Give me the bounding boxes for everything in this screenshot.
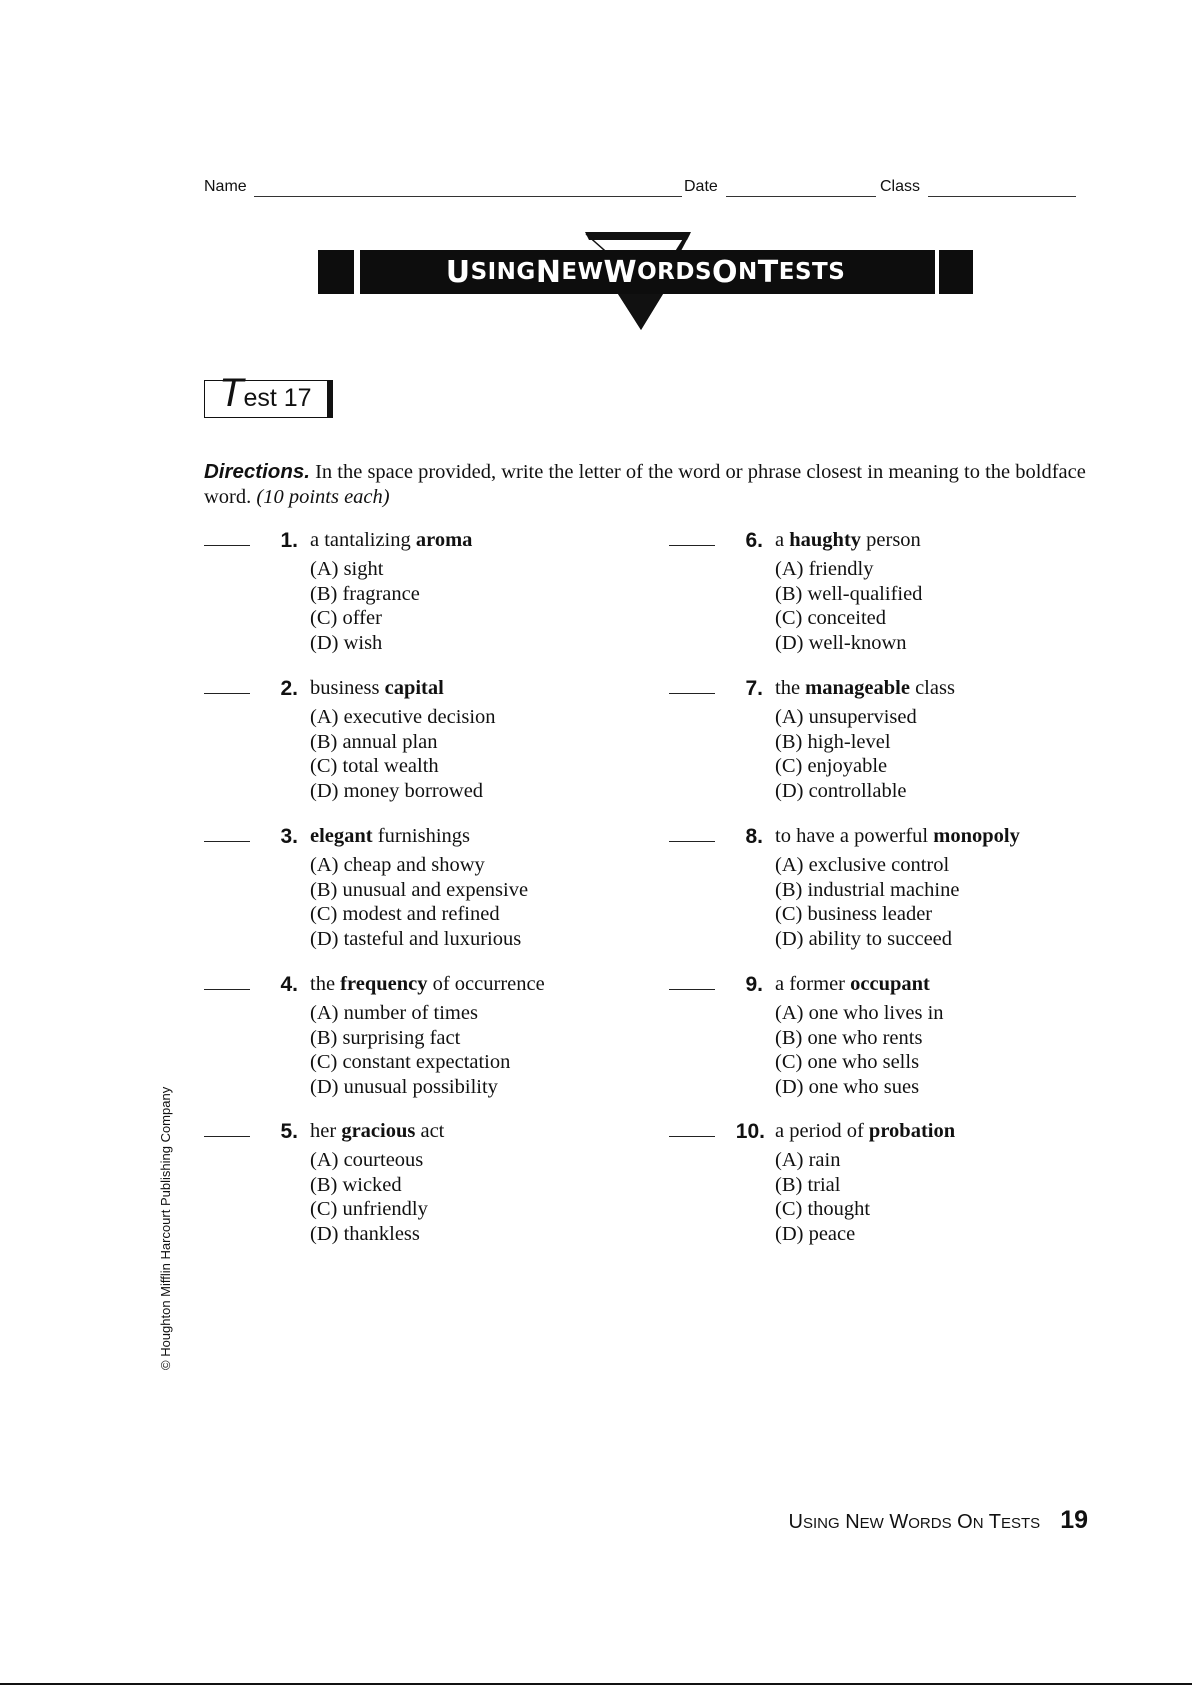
page-number: 19 — [1060, 1506, 1088, 1534]
copyright-notice: © Houghton Mifflin Harcourt Publishing Company — [158, 1086, 173, 1370]
stem-text: act — [415, 1120, 445, 1142]
answer-choice: (B) well-qualified — [775, 582, 923, 605]
name-field[interactable] — [254, 196, 682, 197]
boldface-word: aroma — [415, 529, 473, 551]
question-number: 5. — [280, 1120, 298, 1143]
directions-label: Directions. — [204, 460, 310, 483]
name-label: Name — [204, 178, 247, 195]
answer-choices — [775, 1148, 870, 1246]
answer-blank[interactable] — [669, 693, 715, 694]
question-number: 3. — [280, 825, 298, 848]
boldface-word: manageable — [805, 677, 910, 699]
date-label: Date — [684, 178, 718, 195]
answer-blank[interactable] — [669, 1136, 715, 1137]
answer-choice: (A) cheap and showy — [310, 854, 485, 876]
stem-text: a former — [775, 973, 851, 995]
question-stem — [310, 677, 444, 700]
answer-blank[interactable] — [669, 989, 715, 990]
question-stem — [775, 677, 955, 700]
boldface-word: occupant — [850, 973, 930, 995]
answer-choices — [310, 557, 420, 655]
answer-choices — [310, 1001, 510, 1099]
question-number: 1. — [280, 529, 298, 552]
stem-text: her — [310, 1120, 342, 1142]
stem-text: a period of — [775, 1120, 869, 1142]
answer-choice: (B) one who rents — [775, 1026, 923, 1049]
boldface-word: probation — [868, 1120, 956, 1142]
stem-text: the — [775, 677, 806, 699]
footer-title: USING NEW WORDS ON TESTS — [788, 1511, 1041, 1533]
answer-choice: (D) wish — [310, 631, 383, 654]
question-number: 2. — [280, 677, 298, 700]
boldface-word: monopoly — [933, 825, 1020, 847]
answer-blank[interactable] — [204, 841, 250, 842]
answer-choices — [775, 705, 917, 803]
answer-choice: (D) peace — [775, 1222, 856, 1245]
question-number: 8. — [745, 825, 763, 848]
answer-choices — [775, 1001, 944, 1099]
question-number: 9. — [745, 973, 763, 996]
directions — [204, 459, 1094, 510]
class-label: Class — [880, 178, 921, 195]
answer-choice: (A) sight — [310, 558, 384, 580]
stem-text: furnishings — [372, 825, 470, 847]
answer-blank[interactable] — [204, 693, 250, 694]
question-stem — [775, 529, 921, 552]
answer-choices — [310, 853, 528, 951]
stem-text: the — [310, 973, 341, 995]
answer-choice: (D) ability to succeed — [775, 927, 953, 950]
answer-choice: (D) one who sues — [775, 1075, 920, 1098]
banner-title: U SING N EW W ORDS O N T ESTS — [445, 254, 846, 290]
page-footer — [788, 1506, 1088, 1535]
answer-choice: (B) industrial machine — [775, 878, 960, 901]
answer-choice: (B) wicked — [310, 1173, 402, 1196]
answer-choice: (B) unusual and expensive — [310, 878, 529, 901]
answer-choice: (D) well-known — [775, 631, 907, 654]
answer-choice: (A) rain — [775, 1149, 841, 1171]
answer-choice: (B) trial — [775, 1173, 841, 1196]
answer-choice: (B) annual plan — [310, 730, 438, 753]
answer-choice: (C) business leader — [775, 903, 933, 925]
answer-choice: (A) exclusive control — [775, 854, 950, 876]
question-stem — [775, 825, 1020, 848]
stem-text: a — [775, 529, 790, 551]
answer-blank[interactable] — [669, 841, 715, 842]
answer-choice: (D) tasteful and luxurious — [310, 927, 522, 950]
answer-choice: (C) offer — [310, 607, 382, 629]
date-field[interactable] — [726, 196, 876, 197]
boldface-word: haughty — [789, 529, 862, 551]
test-number-box — [204, 371, 333, 418]
boldface-word: capital — [384, 677, 444, 699]
answer-choice: (A) friendly — [775, 558, 874, 580]
answer-choice: (C) constant expectation — [310, 1051, 511, 1073]
answer-choice: (D) unusual possibility — [310, 1075, 498, 1098]
stem-text: business — [310, 677, 385, 699]
banner-right-block — [939, 250, 973, 294]
answer-choice: (B) high-level — [775, 730, 891, 753]
answer-choice: (A) unsupervised — [775, 706, 917, 728]
answer-blank[interactable] — [204, 545, 250, 546]
question-stem — [775, 1120, 955, 1143]
stem-text: of occurrence — [427, 973, 545, 995]
stem-text: person — [861, 529, 921, 551]
directions-points-note: (10 points each) — [256, 486, 390, 508]
answer-choice: (D) controllable — [775, 779, 907, 802]
class-field[interactable] — [928, 196, 1076, 197]
stem-text: to have a powerful — [775, 825, 934, 847]
answer-choice: (C) thought — [775, 1198, 871, 1220]
answer-blank[interactable] — [204, 1136, 250, 1137]
answer-choices — [310, 1148, 428, 1246]
question-number: 6. — [745, 529, 763, 552]
section-banner — [318, 232, 973, 334]
question-stem — [310, 1120, 444, 1143]
answer-choice: (B) fragrance — [310, 582, 420, 605]
stem-text: class — [909, 677, 955, 699]
question-stem — [775, 973, 930, 996]
answer-choice: (C) modest and refined — [310, 903, 500, 925]
answer-choice: (C) unfriendly — [310, 1198, 428, 1220]
question-number: 7. — [745, 677, 763, 700]
answer-choice: (A) one who lives in — [775, 1002, 944, 1024]
boldface-word: frequency — [340, 973, 428, 995]
answer-choice: (A) courteous — [310, 1149, 424, 1171]
stem-text: a tantalizing — [310, 529, 416, 551]
answer-choices — [775, 853, 959, 951]
answer-choice: (C) enjoyable — [775, 755, 888, 777]
answer-choices — [310, 705, 496, 803]
boldface-word: gracious — [341, 1120, 416, 1142]
answer-choice: (C) conceited — [775, 607, 886, 629]
answer-choice: (A) executive decision — [310, 706, 496, 728]
answer-choices — [775, 557, 922, 655]
answer-choice: (C) one who sells — [775, 1051, 920, 1073]
answer-choice: (C) total wealth — [310, 755, 439, 777]
answer-blank[interactable] — [669, 545, 715, 546]
answer-choice: (B) surprising fact — [310, 1026, 461, 1049]
test-number-label: Test 17 — [219, 371, 312, 415]
answer-choice: (D) money borrowed — [310, 779, 484, 802]
question-stem — [310, 529, 472, 552]
question-stem — [310, 825, 470, 848]
question-number: 10. — [735, 1120, 765, 1143]
answer-choice: (A) number of times — [310, 1002, 478, 1024]
question-number: 4. — [280, 973, 298, 996]
question-stem — [310, 973, 545, 996]
answer-blank[interactable] — [204, 989, 250, 990]
banner-left-block — [318, 250, 354, 294]
boldface-word: elegant — [310, 825, 373, 847]
answer-choice: (D) thankless — [310, 1222, 420, 1245]
directions-text: In the space provided, write the letter of the word or phrase closest in meaning to the boldface word. — [204, 461, 1086, 508]
